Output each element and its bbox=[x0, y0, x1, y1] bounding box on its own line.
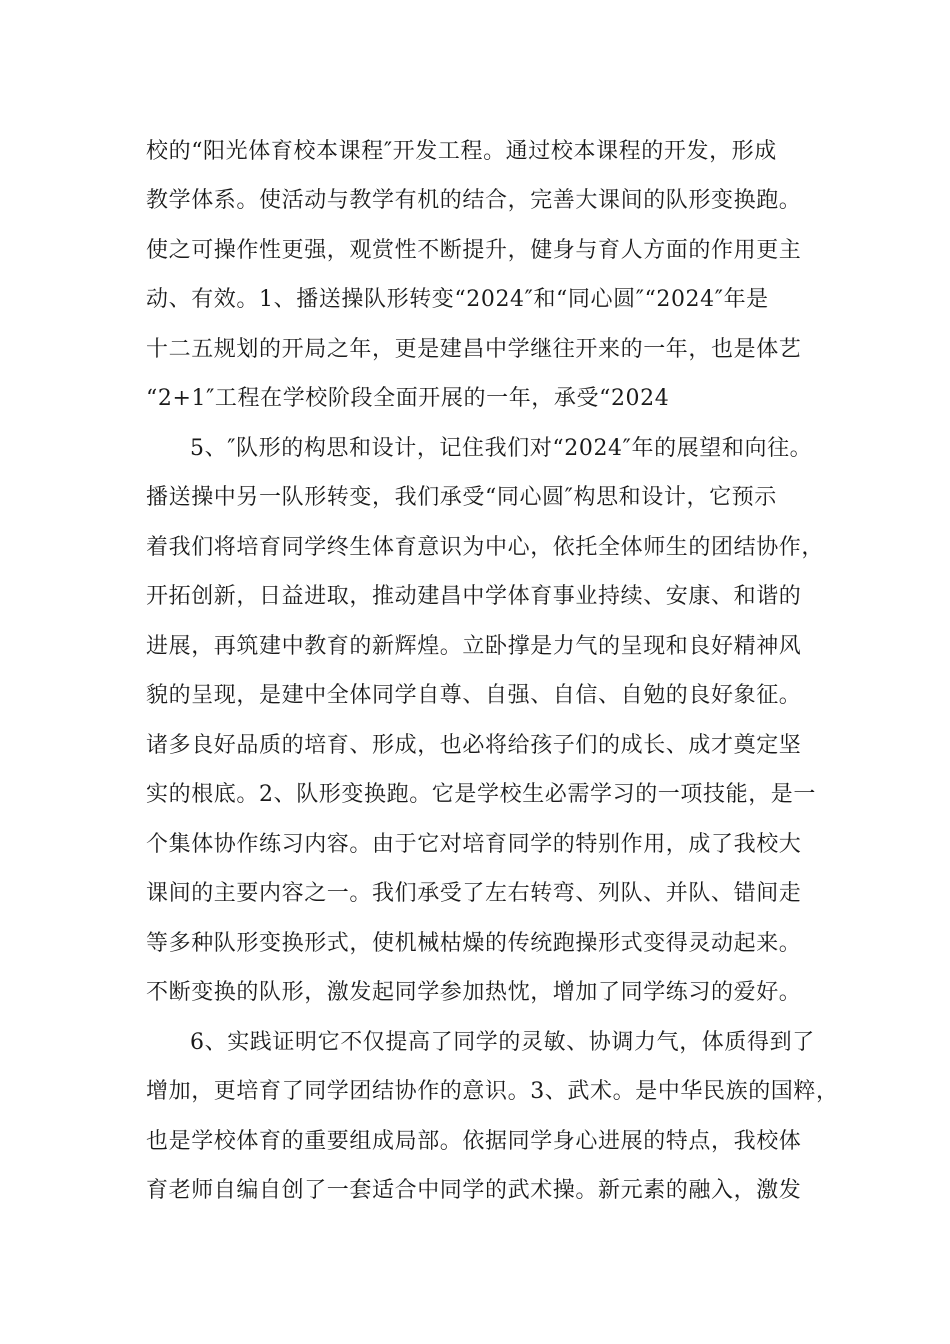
text-line: 播送操中另一队形转变，我们承受“同心圆″构思和设计，它预示 bbox=[146, 485, 777, 510]
text-line: 校的“阳光体育校本课程″开发工程。通过校本课程的开发，形成 bbox=[146, 139, 777, 164]
text-line: 诸多良好品质的培育、形成，也必将给孩子们的成长、成才奠定坚 bbox=[146, 733, 802, 758]
text-line: 着我们将培育同学终生体育意识为中心，依托全体师生的团结协作， bbox=[146, 535, 825, 560]
text-line: 使之可操作性更强，观赏性不断提升，健身与育人方面的作用更主 bbox=[146, 238, 802, 263]
text-line: 也是学校体育的重要组成局部。依据同学身心进展的特点，我校体 bbox=[146, 1129, 802, 1154]
text-line: 教学体系。使活动与教学有机的结合，完善大课间的队形变换跑。 bbox=[146, 188, 802, 213]
text-line: 等多种队形变换形式，使机械枯燥的传统跑操形式变得灵动起来。 bbox=[146, 931, 802, 956]
text-line: 动、有效。1、播送操队形转变“2024″和“同心圆″“2024″年是 bbox=[146, 287, 769, 312]
text-line: 课间的主要内容之一。我们承受了左右转弯、列队、并队、错间走 bbox=[146, 881, 802, 906]
text-line: “2+1″工程在学校阶段全面开展的一年，承受“2024 bbox=[146, 386, 670, 411]
text-line: 貌的呈现，是建中全体同学自尊、自强、自信、自勉的良好象征。 bbox=[146, 683, 802, 708]
text-line: 十二五规划的开局之年，更是建昌中学继往开来的一年，也是体艺 bbox=[146, 337, 802, 362]
text-line: 5、″队形的构思和设计，记住我们对“2024″年的展望和向往。 bbox=[190, 436, 813, 461]
text-line: 个集体协作练习内容。由于它对培育同学的特别作用，成了我校大 bbox=[146, 832, 802, 857]
text-line: 开拓创新，日益进取，推动建昌中学体育事业持续、安康、和谐的 bbox=[146, 584, 802, 609]
text-line: 不断变换的队形，激发起同学参加热忱，增加了同学练习的爱好。 bbox=[146, 980, 802, 1005]
text-line: 增加，更培育了同学团结协作的意识。3、武术。是中华民族的国粹， bbox=[146, 1079, 839, 1104]
text-line: 6、实践证明它不仅提高了同学的灵敏、协调力气，体质得到了 bbox=[190, 1030, 815, 1055]
text-line: 进展，再筑建中教育的新辉煌。立卧撑是力气的呈现和良好精神风 bbox=[146, 634, 802, 659]
text-line: 实的根底。2、队形变换跑。它是学校生必需学习的一项技能，是一 bbox=[146, 782, 816, 807]
text-line: 育老师自编自创了一套适合中同学的武术操。新元素的融入，激发 bbox=[146, 1178, 802, 1203]
